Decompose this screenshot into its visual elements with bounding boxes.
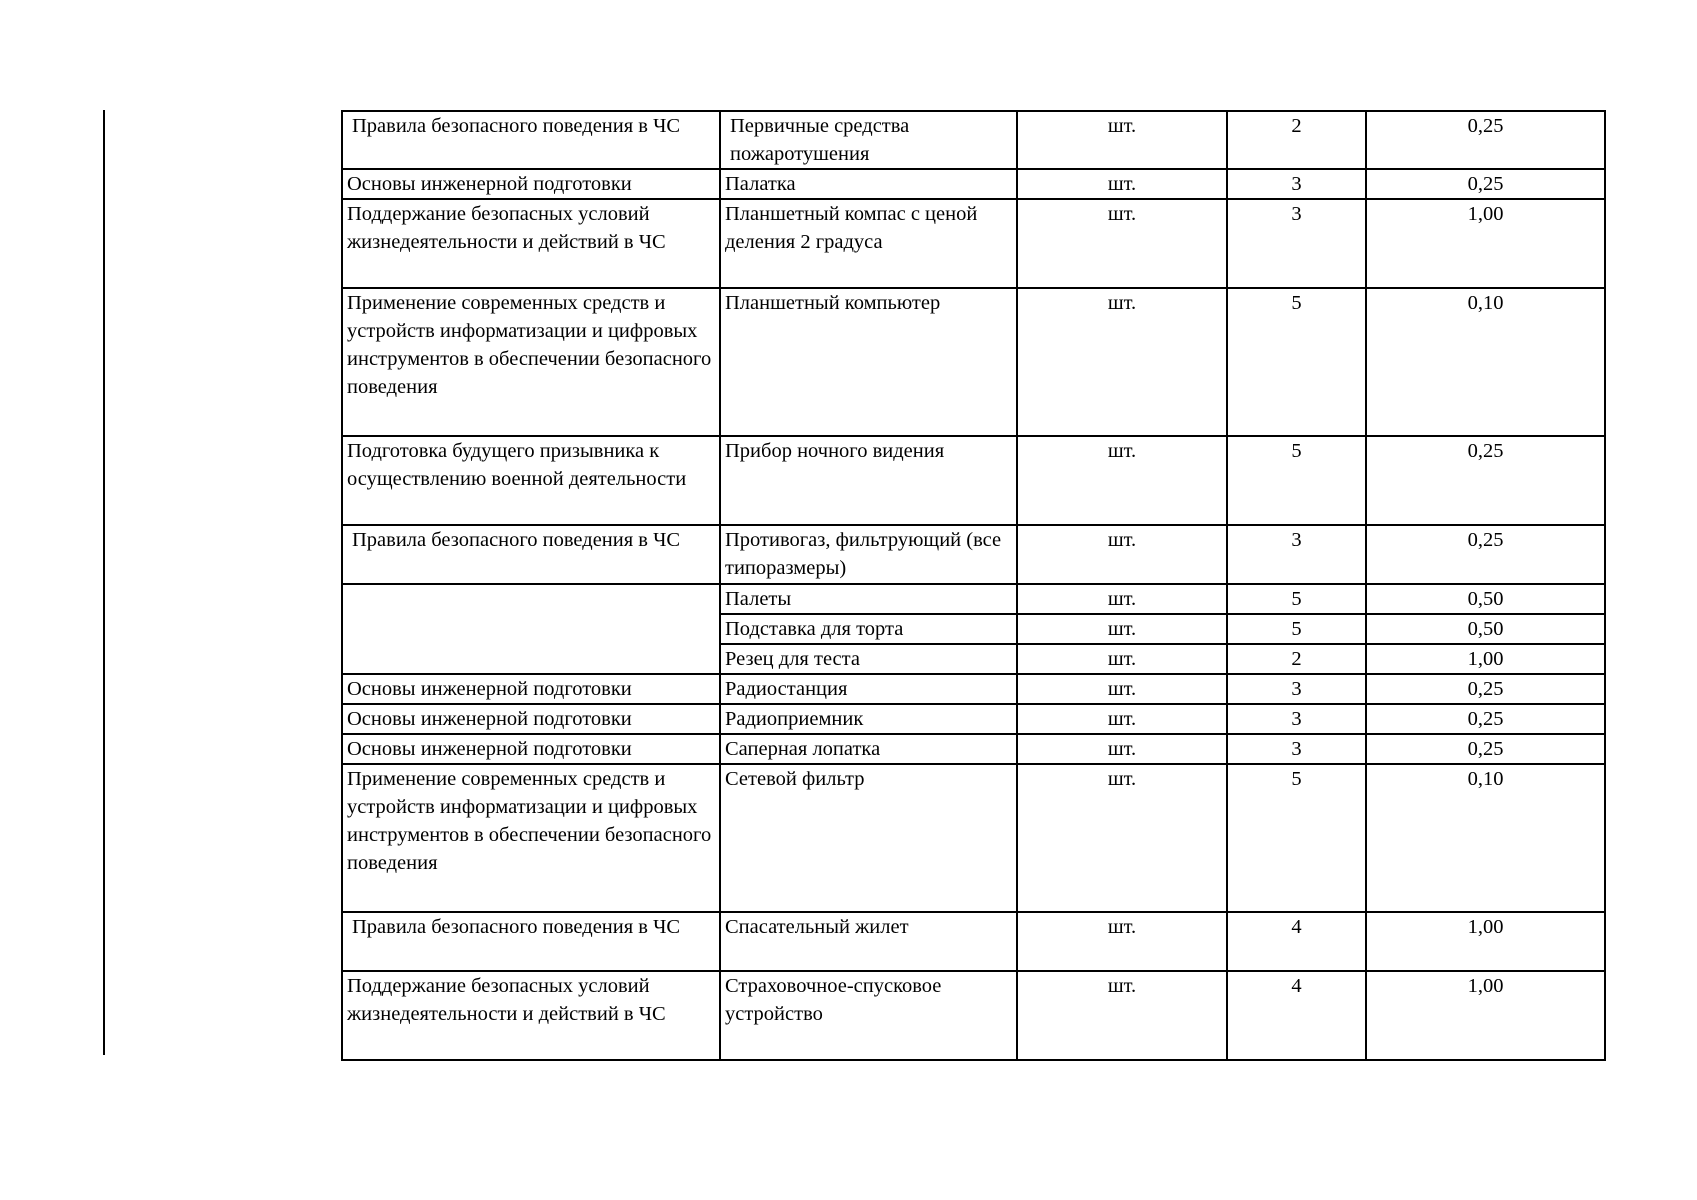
- norm-cell: 0,25: [1366, 674, 1605, 704]
- norm-cell: 0,25: [1366, 111, 1605, 169]
- qty-cell: 3: [1227, 169, 1366, 199]
- table-row: [342, 912, 1605, 971]
- norm-cell: 0,25: [1366, 704, 1605, 734]
- qty-cell: 5: [1227, 764, 1366, 912]
- table-row: [342, 674, 1605, 704]
- qty-cell: 3: [1227, 734, 1366, 764]
- table-row: [342, 199, 1605, 288]
- norm-cell: 0,50: [1366, 614, 1605, 644]
- unit-cell: шт.: [1017, 734, 1227, 764]
- unit-cell: шт.: [1017, 436, 1227, 525]
- table-row: [342, 584, 1605, 614]
- left-margin-rule: [103, 110, 105, 1055]
- topic-cell: Поддержание безопасных условий жизнедеятельности и действий в ЧС: [342, 971, 720, 1060]
- item-cell: Прибор ночного видения: [720, 436, 1017, 525]
- item-cell: Палатка: [720, 169, 1017, 199]
- unit-cell: шт.: [1017, 288, 1227, 436]
- topic-cell: Правила безопасного поведения в ЧС: [342, 111, 720, 169]
- unit-cell: шт.: [1017, 912, 1227, 971]
- qty-cell: 5: [1227, 584, 1366, 614]
- norm-cell: 0,10: [1366, 764, 1605, 912]
- qty-cell: 3: [1227, 199, 1366, 288]
- unit-cell: шт.: [1017, 614, 1227, 644]
- norm-cell: 1,00: [1366, 912, 1605, 971]
- unit-cell: шт.: [1017, 674, 1227, 704]
- norm-cell: 0,10: [1366, 288, 1605, 436]
- topic-cell: Подготовка будущего призывника к осуществлению военной деятельности: [342, 436, 720, 525]
- item-cell: Резец для теста: [720, 644, 1017, 674]
- table-row: [342, 436, 1605, 525]
- qty-cell: 2: [1227, 644, 1366, 674]
- unit-cell: шт.: [1017, 584, 1227, 614]
- topic-cell: Правила безопасного поведения в ЧС: [342, 525, 720, 584]
- qty-cell: 3: [1227, 704, 1366, 734]
- qty-cell: 2: [1227, 111, 1366, 169]
- unit-cell: шт.: [1017, 704, 1227, 734]
- item-cell: Первичные средства пожаротушения: [720, 111, 1017, 169]
- norm-cell: 0,25: [1366, 169, 1605, 199]
- topic-cell: Применение современных средств и устройств информатизации и цифровых инструментов в обеспечении безопасного поведения: [342, 764, 720, 912]
- norm-cell: 0,25: [1366, 734, 1605, 764]
- item-cell: Страховочное-спусковое устройство: [720, 971, 1017, 1060]
- unit-cell: шт.: [1017, 644, 1227, 674]
- item-cell: Саперная лопатка: [720, 734, 1017, 764]
- qty-cell: 4: [1227, 971, 1366, 1060]
- qty-cell: 5: [1227, 436, 1366, 525]
- unit-cell: шт.: [1017, 111, 1227, 169]
- item-cell: Спасательный жилет: [720, 912, 1017, 971]
- table-row: [342, 971, 1605, 1060]
- norm-cell: 0,50: [1366, 584, 1605, 614]
- item-cell: Подставка для торта: [720, 614, 1017, 644]
- topic-cell: [342, 584, 720, 674]
- qty-cell: 5: [1227, 614, 1366, 644]
- topic-cell: Основы инженерной подготовки: [342, 169, 720, 199]
- topic-cell: Поддержание безопасных условий жизнедеятельности и действий в ЧС: [342, 199, 720, 288]
- norm-cell: 1,00: [1366, 199, 1605, 288]
- table-row: [342, 704, 1605, 734]
- item-cell: Сетевой фильтр: [720, 764, 1017, 912]
- item-cell: Радиостанция: [720, 674, 1017, 704]
- qty-cell: 5: [1227, 288, 1366, 436]
- item-cell: Планшетный компас с ценой деления 2 градуса: [720, 199, 1017, 288]
- unit-cell: шт.: [1017, 764, 1227, 912]
- table-row: [342, 288, 1605, 436]
- norm-cell: 0,25: [1366, 436, 1605, 525]
- topic-cell: Основы инженерной подготовки: [342, 704, 720, 734]
- topic-cell: Правила безопасного поведения в ЧС: [342, 912, 720, 971]
- item-cell: Радиоприемник: [720, 704, 1017, 734]
- item-cell: Противогаз, фильтрующий (все типоразмеры): [720, 525, 1017, 584]
- item-cell: Планшетный компьютер: [720, 288, 1017, 436]
- unit-cell: шт.: [1017, 525, 1227, 584]
- equipment-table: [341, 110, 1606, 1061]
- unit-cell: шт.: [1017, 169, 1227, 199]
- item-cell: Палеты: [720, 584, 1017, 614]
- norm-cell: 0,25: [1366, 525, 1605, 584]
- qty-cell: 3: [1227, 674, 1366, 704]
- qty-cell: 4: [1227, 912, 1366, 971]
- topic-cell: Основы инженерной подготовки: [342, 674, 720, 704]
- norm-cell: 1,00: [1366, 971, 1605, 1060]
- table-row: [342, 169, 1605, 199]
- unit-cell: шт.: [1017, 199, 1227, 288]
- table-row: [342, 764, 1605, 912]
- table-row: [342, 525, 1605, 584]
- topic-cell: Применение современных средств и устройств информатизации и цифровых инструментов в обеспечении безопасного поведения: [342, 288, 720, 436]
- qty-cell: 3: [1227, 525, 1366, 584]
- table-row: [342, 734, 1605, 764]
- norm-cell: 1,00: [1366, 644, 1605, 674]
- topic-cell: Основы инженерной подготовки: [342, 734, 720, 764]
- unit-cell: шт.: [1017, 971, 1227, 1060]
- table-row: [342, 111, 1605, 169]
